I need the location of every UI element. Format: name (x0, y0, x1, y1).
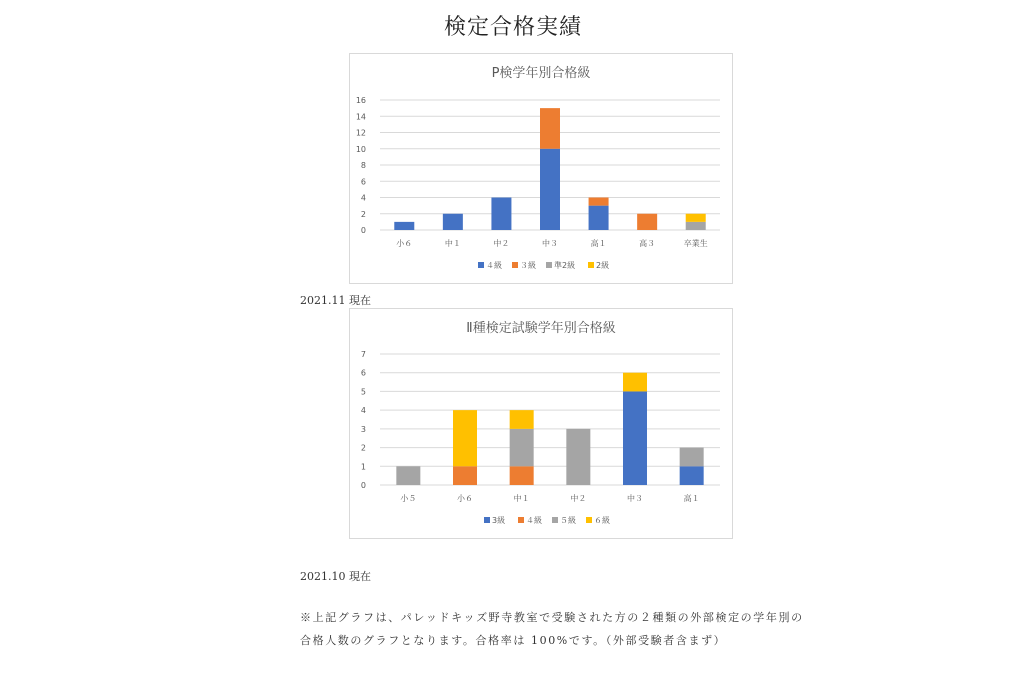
page-title: 検定合格実績 (443, 15, 582, 40)
bar-segment (491, 198, 511, 231)
bar-segment (540, 108, 560, 149)
bar-segment (510, 466, 534, 485)
x-tick-label: 小５ (400, 494, 417, 503)
p-kentei-chart (349, 53, 733, 284)
x-tick-label: 中２ (493, 239, 510, 248)
bar-segment (686, 214, 706, 222)
y-tick-label: 16 (355, 96, 366, 105)
legend-label: 3級 (492, 516, 506, 525)
legend-label: ６級 (594, 516, 610, 525)
x-tick-label: 中３ (542, 239, 558, 248)
legend-swatch (588, 262, 594, 268)
bar-segment (453, 410, 477, 466)
x-tick-label: 中１ (513, 494, 530, 503)
y-tick-label: 14 (355, 112, 366, 122)
bar-segment (680, 448, 704, 467)
type2-kentei-chart (349, 308, 733, 539)
legend-swatch (586, 517, 592, 523)
y-tick-label: 8 (360, 161, 366, 170)
y-tick-label: 2 (360, 209, 366, 219)
y-tick-label: 3 (360, 424, 366, 434)
legend-label: 準2級 (554, 261, 576, 270)
x-tick-label: 高３ (639, 239, 656, 248)
bar-segment (540, 149, 560, 230)
y-tick-label: 0 (360, 481, 366, 490)
legend-swatch (546, 262, 552, 268)
bar-segment (680, 466, 704, 485)
bar-segment (394, 222, 414, 230)
y-tick-label: 1 (360, 462, 366, 472)
legend-label: ３級 (520, 261, 536, 270)
x-tick-label: 高１ (683, 494, 700, 503)
type2-kentei-chart-svg (350, 309, 732, 538)
x-tick-label: 中２ (570, 494, 587, 503)
legend-swatch (484, 517, 490, 523)
date-stamp-nov: 2021.11 現在 (300, 294, 371, 307)
bar-segment (510, 429, 534, 466)
x-tick-label: 卒業生 (683, 239, 708, 248)
legend-swatch (512, 262, 518, 268)
bar-segment (686, 222, 706, 230)
footnote-line-1: ※上記グラフは、パレッドキッズ野寺教室で受験された方の２種類の外部検定の学年別の (300, 611, 804, 624)
y-tick-label: 5 (360, 387, 366, 397)
legend-swatch (552, 517, 558, 523)
bar-segment (623, 373, 647, 392)
x-tick-label: 高１ (590, 239, 607, 248)
chart-title: P検学年別合格級 (491, 66, 591, 81)
p-kentei-chart-svg (350, 54, 732, 283)
y-tick-label: 12 (355, 128, 366, 138)
legend-label: 2級 (596, 261, 610, 270)
legend-label: ４級 (526, 516, 542, 525)
chart-title: Ⅱ種検定試験学年別合格級 (466, 321, 616, 336)
y-tick-label: 7 (360, 350, 366, 359)
y-tick-label: 10 (355, 144, 366, 154)
date-stamp-oct: 2021.10 現在 (300, 570, 371, 583)
bar-segment (566, 429, 590, 485)
x-tick-label: 中３ (627, 494, 643, 503)
bar-segment (510, 410, 534, 429)
x-tick-label: 中１ (444, 239, 461, 248)
legend-swatch (478, 262, 484, 268)
bar-segment (443, 214, 463, 230)
bar-segment (623, 391, 647, 485)
y-tick-label: 6 (360, 368, 366, 378)
legend-label: ５級 (560, 516, 576, 525)
bar-segment (453, 466, 477, 485)
y-tick-label: 6 (360, 177, 366, 187)
bar-segment (396, 466, 420, 485)
footnote-line-2: 合格人数のグラフとなります。合格率は 100%です。（外部受験者含まず） (300, 634, 727, 647)
legend-label: ４級 (486, 261, 502, 270)
bar-segment (589, 198, 609, 206)
y-tick-label: 4 (360, 406, 366, 416)
y-tick-label: 0 (360, 226, 366, 235)
footnote (300, 606, 860, 652)
y-tick-label: 2 (360, 443, 366, 453)
bar-segment (589, 206, 609, 230)
x-tick-label: 小６ (396, 239, 413, 248)
bar-segment (637, 214, 657, 230)
legend-swatch (518, 517, 524, 523)
y-tick-label: 4 (360, 193, 366, 203)
x-tick-label: 小６ (457, 494, 473, 503)
